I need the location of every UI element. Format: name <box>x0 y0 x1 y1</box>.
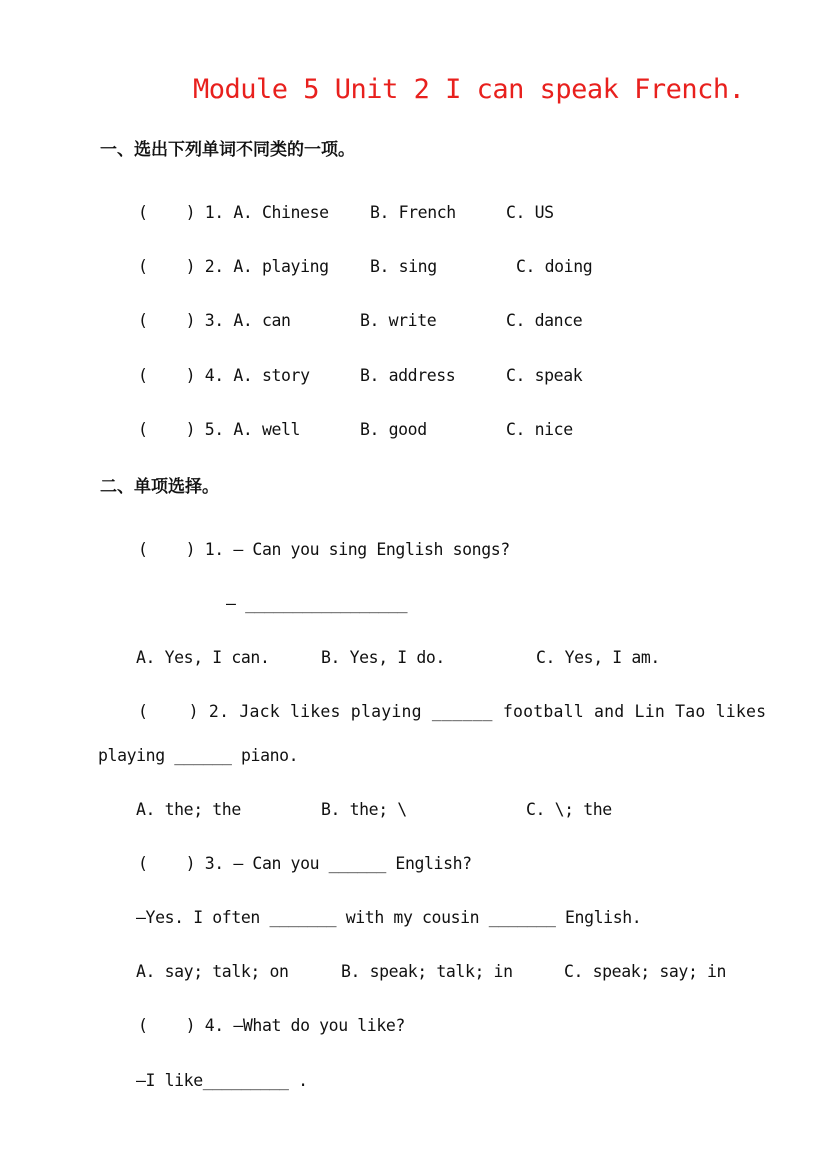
s2-q3-option-c: C. speak; say; in <box>564 962 727 981</box>
s2-q1-option-b: B. Yes, I do. <box>321 648 445 667</box>
section-2-heading: 二、单项选择。 <box>100 477 219 497</box>
s2-q2-stem-cont: playing ______ piano. <box>98 746 299 765</box>
s1-item-2-b: B. sing <box>370 257 437 276</box>
section-1-heading: 一、选出下列单词不同类的一项。 <box>100 140 355 160</box>
s2-q2-option-a: A. the; the <box>136 800 241 819</box>
s1-item-4-c: C. speak <box>506 366 583 385</box>
s2-q1-answer-line: — _________________ <box>226 594 408 613</box>
s2-q3-option-a: A. say; talk; on <box>136 962 289 981</box>
s1-item-4-a: ( ) 4. A. story <box>138 366 310 385</box>
s2-q4-stem: ( ) 4. —What do you like? <box>138 1016 405 1035</box>
s1-item-5-a: ( ) 5. A. well <box>138 420 301 439</box>
s1-item-1-b: B. French <box>370 203 456 222</box>
s1-item-3-c: C. dance <box>506 311 583 330</box>
s2-q3-option-b: B. speak; talk; in <box>341 962 513 981</box>
s2-q2-option-b: B. the; \ <box>321 800 407 819</box>
page-title: Module 5 Unit 2 I can speak French. <box>193 74 745 105</box>
s2-q2-stem: ( ) 2. Jack likes playing ______ football and Lin Tao likes <box>138 702 767 721</box>
s1-item-5-c: C. nice <box>506 420 573 439</box>
s1-item-1-a: ( ) 1. A. Chinese <box>138 203 329 222</box>
s1-item-2-c: C. doing <box>516 257 593 276</box>
s2-q3-line2: —Yes. I often _______ with my cousin _______ English. <box>136 908 642 927</box>
s2-q1-stem: ( ) 1. — Can you sing English songs? <box>138 540 510 559</box>
s1-item-3-b: B. write <box>360 311 437 330</box>
s2-q3-stem: ( ) 3. — Can you ______ English? <box>138 854 472 873</box>
s1-item-3-a: ( ) 3. A. can <box>138 311 291 330</box>
s2-q4-line2: —I like_________ . <box>136 1071 308 1090</box>
s2-q1-option-c: C. Yes, I am. <box>536 648 660 667</box>
s2-q1-option-a: A. Yes, I can. <box>136 648 270 667</box>
s1-item-5-b: B. good <box>360 420 427 439</box>
s1-item-4-b: B. address <box>360 366 456 385</box>
s1-item-1-c: C. US <box>506 203 554 222</box>
s2-q2-option-c: C. \; the <box>526 800 612 819</box>
s1-item-2-a: ( ) 2. A. playing <box>138 257 329 276</box>
